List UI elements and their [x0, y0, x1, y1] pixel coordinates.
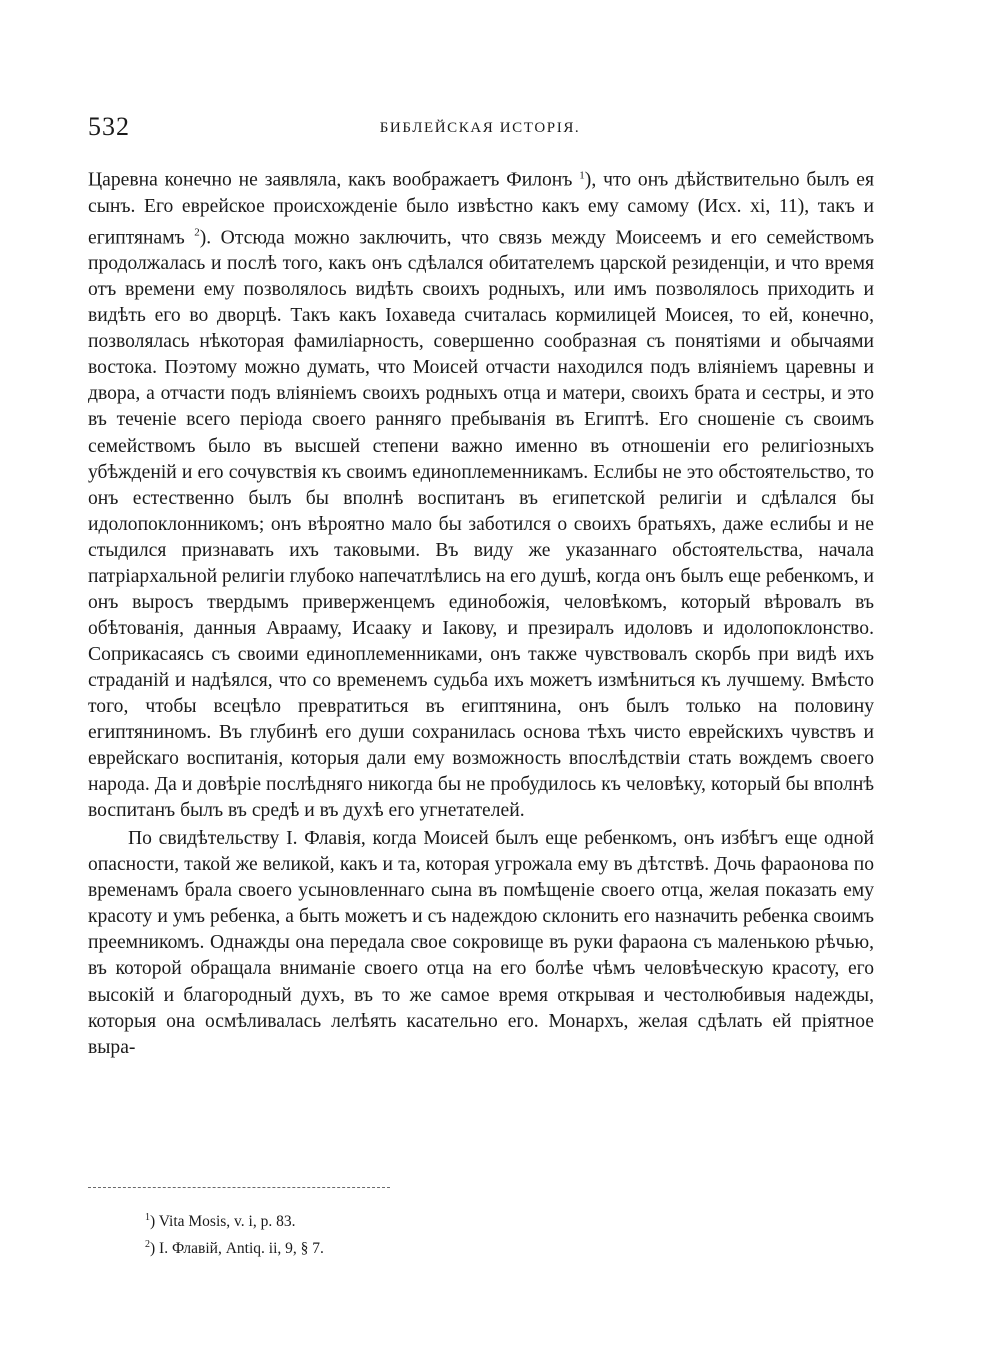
- footnote-divider: [88, 1187, 390, 1188]
- paragraph-2: По свидѣтельству І. Флавія, когда Моисей былъ еще ребенкомъ, онъ избѣгъ еще одной опасности, такой же великой, какъ и та, которая угрожала ему въ дѣтствѣ. Дочь фараонова по временамъ брала своего усыновленнаго сына въ помѣщеніе своего отца, желая показать ему красоту и умъ ребенка, а быть можетъ и съ надеждою склонить его назначить ребенка своимъ преемникомъ. Однажды она передала свое сокровище въ руки фараона съ маленькою рѣчью, въ которой обращала вниманіе своего отца на его болѣе чѣмъ человѣческую красоту, его высокій и благородный духъ, въ то же самое время открывая и честолюбивыя надежды, которыя она осмѣливалась лелѣять касательно его. Монархъ, желая сдѣлать ей пріятное выра-: [88, 828, 874, 1058]
- footnotes: [145, 1206, 645, 1260]
- paragraph-1-part-b: ), что онъ дѣйствительно былъ ея сынъ. Его еврейское происхожденіе было извѣстно какъ ему самому (Исх. xi, 11), такъ и египтянамъ: [88, 169, 875, 249]
- footnote-mark: 2: [145, 1239, 150, 1251]
- running-title: БИБЛЕЙСКАЯ ИСТОРІЯ.: [379, 120, 581, 136]
- paragraph-1-part-a: Царевна конечно не заявляла, какъ воображаетъ Филонъ: [88, 169, 580, 191]
- paragraph-1: [88, 162, 874, 824]
- page-number: 532: [88, 112, 130, 141]
- footnote-ref-1: 1: [579, 169, 585, 181]
- footnote-1: [145, 1206, 645, 1233]
- footnote-2: [145, 1233, 645, 1260]
- paragraph-1-part-c: ). Отсюда можно заключить, что связь между Моисеемъ и его семействомъ продолжалась и послѣ того, какъ онъ сдѣлался обитателемъ царской резиденціи, и что время отъ времени ему позволялось видѣть своихъ родныхъ, или имъ позволялось приходить и видѣть его во дворцѣ. Такъ какъ Іохаведа считалась кормилицей Моисея, то ей, конечно, позволялась нѣкоторая фамиліарность, совершенно сообразная съ понятіями и обычаями востока. Поэтому можно думать, что Моисей отчасти находился подъ вліяніемъ царевны и двора, а отчасти подъ вліяніемъ своихъ родныхъ отца и матери, своихъ брата и сестры, и это въ теченіе всего періода своего ранняго пребыванія въ Египтѣ. Его сношеніе съ своимъ семействомъ было въ высшей степени важно именно въ отношеніи его религіозныхъ убѣжденій и его сочувствія къ своимъ единоплеменникамъ. Еслибы не это обстоятельство, то онъ естественно былъ бы вполнѣ воспитанъ въ египетской религіи и сдѣлался бы идолопоклонникомъ; онъ вѣроятно мало бы заботился о своихъ братьяхъ, даже еслибы и не стыдился признавать ихъ таковыми. Въ виду же указаннаго обстоятельства, начала патріархальной религіи глубоко напечатлѣлись на его душѣ, когда онъ былъ еще ребенкомъ, и онъ выросъ твердымъ приверженцемъ единобожія, человѣкомъ, который вѣровалъ въ обѣтованія, данныя Аврааму, Исааку и Іакову, и презиралъ идоловъ и идолопоклонство. Соприкасаясь съ своими единоплеменниками, онъ также чувствовалъ скорбь при видѣ ихъ страданій и надѣялся, что со временемъ судьба ихъ можетъ измѣниться къ лучшему. Вмѣсто того, чтобы всецѣло превратиться въ египтянина, онъ былъ только на половину египтяниномъ. Въ глубинѣ его души сохранилась основа тѣхъ чисто еврейскихъ чувствъ и еврейскаго воспитанія, которыя дали ему возможность впослѣдствіи стать вождемъ своего народа. Да и довѣріе послѣдняго никогда бы не пробудилось къ человѣку, который бы вполнѣ воспитанъ былъ въ средѣ и въ духѣ его угнетателей.: [88, 227, 874, 822]
- page-header: [88, 112, 872, 146]
- footnote-ref-2: 2: [194, 226, 200, 239]
- body-text: [88, 162, 874, 1061]
- footnote-text: ) І. Флавій, Antiq. ii, 9, § 7.: [150, 1240, 324, 1258]
- footnote-text: ) Vita Mosis, v. i, p. 83.: [150, 1213, 296, 1231]
- footnote-mark: 1: [145, 1212, 150, 1223]
